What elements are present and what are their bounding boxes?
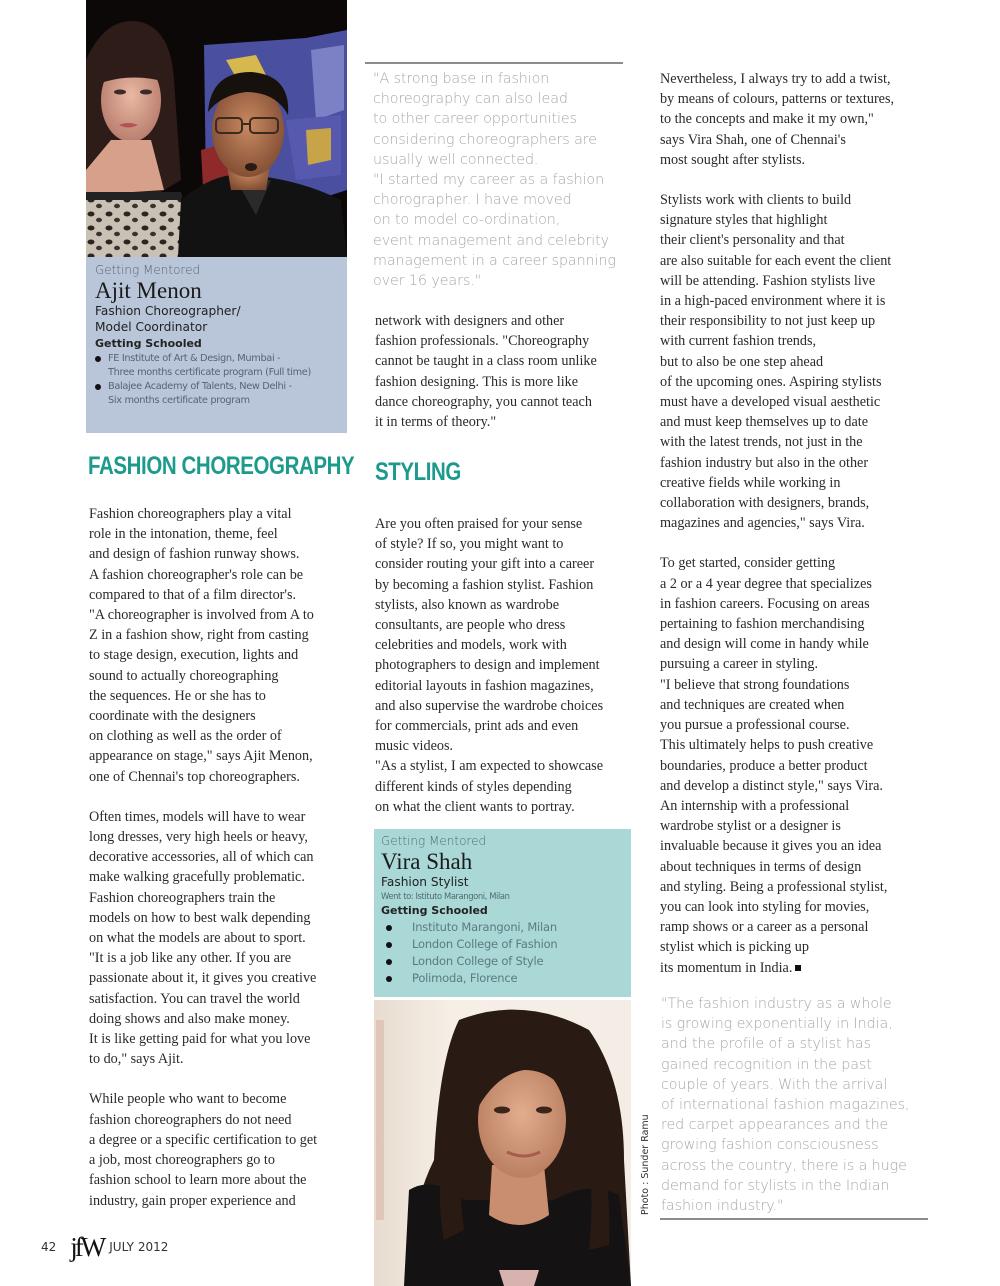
text-line: "I believe that strong foundations <box>660 676 850 693</box>
text-line: consider routing your gift into a career <box>375 556 595 573</box>
text-line: invaluable because it gives you an idea <box>660 838 882 855</box>
school-line: Six months certificate program <box>108 395 250 406</box>
paragraph <box>89 807 317 1070</box>
text-line: magazines and agencies," says Vira. <box>660 515 865 532</box>
mentor-kicker: Getting Mentored <box>95 263 201 277</box>
text-line: and develop a distinct style," says Vira. <box>660 777 883 794</box>
quote-line: usually well connected. <box>373 151 539 168</box>
text-line: their client's personality and that <box>660 232 845 249</box>
text-line: stylist which is picking up <box>660 939 809 956</box>
article-column-3 <box>660 69 894 998</box>
text-line: of style? If so, you might want to <box>375 536 564 553</box>
text-line: with the latest trends, not just in the <box>660 434 863 451</box>
text-line: music videos. <box>375 738 454 755</box>
school-item <box>381 936 623 953</box>
text-line-last <box>660 958 894 978</box>
mentor-role-line: Model Coordinator <box>95 320 208 334</box>
text-line: pertaining to fashion merchandising <box>660 616 865 633</box>
text-line: signature styles that highlight <box>660 212 828 229</box>
text-line: passionate about it, it gives you creative <box>89 970 317 987</box>
school-item <box>381 919 623 936</box>
quote-line: of international fashion magazines, <box>661 1097 910 1114</box>
mentor-name: Ajit Menon <box>95 278 202 303</box>
text-line-content: its momentum in India. <box>660 959 793 976</box>
text-line: coordinate with the designers <box>89 708 256 725</box>
text-line: It is like getting paid for what you love <box>89 1031 311 1048</box>
quote-line: considering choreographers are <box>373 131 597 148</box>
schools-list <box>381 919 623 987</box>
quote-line: across the country, there is a huge <box>661 1157 907 1174</box>
text-line: boundaries, produce a better product <box>660 757 868 774</box>
school-item <box>95 352 339 380</box>
text-line: the sequences. He or she has to <box>89 687 266 704</box>
quote-divider <box>365 62 623 64</box>
text-line: To get started, consider getting <box>660 555 836 572</box>
text-line: their responsibility to not just keep up <box>660 313 876 330</box>
school-item <box>381 953 623 970</box>
text-line: cannot be taught in a class room unlike <box>375 353 597 370</box>
quote-line: "A strong base in fashion <box>373 71 550 87</box>
school-item <box>95 380 339 408</box>
quote-line: and the profile of a stylist has <box>661 1036 871 1053</box>
text-line: a degree or a specific certification to get <box>89 1131 318 1148</box>
text-line: in fashion careers. Focusing on areas <box>660 595 870 612</box>
article-column-1 <box>89 504 317 1231</box>
text-line: industry, gain proper experience and <box>89 1192 296 1209</box>
text-line: collaboration with designers, brands, <box>660 495 870 512</box>
school-line: FE Institute of Art & Design, Mumbai - <box>108 353 281 364</box>
paragraph <box>89 1089 317 1210</box>
paragraph <box>660 69 894 170</box>
quote-line: fashion industry." <box>661 1198 784 1215</box>
text-line: a 2 or a 4 year degree that specializes <box>660 575 872 592</box>
schooled-heading: Getting Schooled <box>381 904 488 917</box>
text-line: Often times, models will have to wear <box>89 808 306 825</box>
text-line: make walking gracefully problematic. <box>89 869 305 886</box>
page-footer <box>41 1232 168 1262</box>
text-line: on clothing as well as the order of <box>89 728 282 745</box>
text-line: editorial layouts in fashion magazines, <box>375 677 594 694</box>
bullet-icon <box>95 356 101 362</box>
text-line: network with designers and other <box>375 313 565 329</box>
bullet-icon <box>386 942 392 948</box>
text-line: An internship with a professional <box>660 797 850 814</box>
text-line: and must keep themselves up to date <box>660 414 869 431</box>
text-line: "As a stylist, I am expected to showcase <box>375 758 604 775</box>
text-line: long dresses, very high heels or heavy, <box>89 829 308 846</box>
text-line: most sought after stylists. <box>660 151 806 168</box>
text-line: ramp shows or a career as a personal <box>660 919 869 936</box>
text-line: "It is a job like any other. If you are <box>89 950 291 967</box>
text-line: satisfaction. You can travel the world <box>89 990 300 1007</box>
text-line: of the upcoming ones. Aspiring stylists <box>660 373 882 390</box>
text-line: consultants, are people who dress <box>375 617 566 634</box>
text-line: role in the intonation, theme, feel <box>89 526 278 543</box>
text-line: for commercials, print ads and even <box>375 718 579 735</box>
section-heading-fashion-choreography: FASHION CHOREOGRAPHY <box>88 452 355 480</box>
text-line: appearance on stage," says Ajit Menon, <box>89 748 313 765</box>
school-name: London College of Fashion <box>412 937 558 951</box>
mentor-went-to: Went to: Istituto Marangoni, Milan <box>381 891 510 901</box>
quote-line: choreography can also lead <box>373 91 568 108</box>
paragraph <box>89 504 317 787</box>
bullet-icon <box>386 976 392 982</box>
text-line: creative fields while working in <box>660 474 841 491</box>
text-line: dance choreography, you cannot teach <box>375 393 592 410</box>
text-line: you pursue a professional course. <box>660 717 850 734</box>
mentor-box-vira-shah <box>374 829 631 997</box>
text-line: says Vira Shah, one of Chennai's <box>660 131 846 148</box>
quote-line: is growing exponentially in India, <box>661 1016 893 1033</box>
text-line: will be attending. Fashion stylists live <box>660 272 876 289</box>
text-line: fashion industry but also in the other <box>660 454 869 471</box>
quote-line: red carpet appearances and the <box>661 1117 889 1134</box>
text-line: Fashion choreographers train the <box>89 889 276 906</box>
quote-line: management in a career spanning <box>373 252 616 269</box>
text-line: with current fashion trends, <box>660 333 817 350</box>
text-line: This ultimately helps to push creative <box>660 737 874 754</box>
quote-line: demand for stylists in the Indian <box>661 1177 890 1194</box>
pull-quote-styling <box>661 994 909 1216</box>
mentor-name: Vira Shah <box>381 849 473 874</box>
quote-line: over 16 years." <box>373 273 482 290</box>
text-line: about techniques in terms of design <box>660 858 862 875</box>
text-line: fashion designing. This is more like <box>375 373 579 390</box>
text-line: photographers to design and implement <box>375 657 600 674</box>
school-name: Polimoda, Florence <box>412 971 518 985</box>
article-column-2-continuation <box>375 311 597 432</box>
text-line: it in terms of theory." <box>375 414 497 431</box>
text-line: celebrities and models, work with <box>375 637 567 654</box>
text-line: are also suitable for each event the client <box>660 252 892 269</box>
text-line: pursuing a career in styling. <box>660 656 818 673</box>
text-line: and also supervise the wardrobe choices <box>375 697 604 714</box>
text-line: on what the client wants to portray. <box>375 798 575 815</box>
text-line: a job, most choreographers go to <box>89 1152 275 1169</box>
magazine-logo: jfW <box>70 1231 104 1262</box>
text-line: must have a developed visual aesthetic <box>660 394 881 411</box>
photo-ajit-menon <box>86 0 347 257</box>
text-line: by means of colours, patterns or textures, <box>660 91 895 108</box>
school-name: London College of Style <box>412 954 544 968</box>
photo-ajit-menon-image <box>86 0 347 257</box>
text-line: stylists, also known as wardrobe <box>375 596 560 613</box>
text-line: to the concepts and make it my own," <box>660 111 874 128</box>
photo-vira-shah-image <box>374 1000 631 1286</box>
text-line: and styling. Being a professional stylist, <box>660 878 888 895</box>
mentor-role: Fashion Stylist <box>381 875 469 889</box>
text-line: Nevertheless, I always try to add a twist, <box>660 71 891 87</box>
text-line: While people who want to become <box>89 1091 287 1108</box>
paragraph <box>660 553 894 977</box>
pull-quote-choreography <box>373 69 616 291</box>
text-line: fashion choreographers do not need <box>89 1111 292 1128</box>
school-line: Three months certificate program (Full time) <box>108 367 311 378</box>
text-line: and design will come in handy while <box>660 636 869 653</box>
page-number: 42 <box>41 1240 57 1254</box>
quote-divider <box>660 1218 928 1220</box>
text-line: Fashion choreographers play a vital <box>89 506 292 522</box>
mentor-box-ajit-menon <box>86 257 347 433</box>
mentor-kicker: Getting Mentored <box>381 834 487 848</box>
text-line: wardrobe stylist or a designer is <box>660 818 841 835</box>
quote-line: chorographer. I have moved <box>373 192 572 209</box>
quote-line: event management and celebrity <box>373 232 609 249</box>
text-line: decorative accessories, all of which can <box>89 849 314 866</box>
text-line: compared to that of a film director's. <box>89 586 297 603</box>
school-item <box>381 970 623 987</box>
end-of-article-icon <box>795 965 801 971</box>
text-line: different kinds of styles depending <box>375 778 572 795</box>
text-line: by becoming a fashion stylist. Fashion <box>375 576 594 593</box>
text-line: A fashion choreographer's role can be <box>89 566 304 583</box>
text-line: to stage design, execution, lights and <box>89 647 299 664</box>
text-line: one of Chennai's top choreographers. <box>89 768 300 785</box>
text-line: Are you often praised for your sense <box>375 516 583 532</box>
text-line: Z in a fashion show, right from casting <box>89 627 309 644</box>
quote-line: gained recognition in the past <box>661 1056 872 1073</box>
text-line: you can look into styling for movies, <box>660 898 870 915</box>
text-line: and techniques are created when <box>660 696 845 713</box>
bullet-icon <box>95 384 101 390</box>
text-line: sound to actually choreographing <box>89 667 279 684</box>
photo-credit: Photo : Sunder Ramu <box>640 1114 651 1215</box>
bullet-icon <box>386 925 392 931</box>
text-line: and design of fashion runway shows. <box>89 546 300 563</box>
text-line: Stylists work with clients to build <box>660 192 852 209</box>
article-column-2-styling <box>375 514 603 817</box>
bullet-icon <box>386 959 392 965</box>
quote-line: to other career opportunities <box>373 111 577 128</box>
quote-line: couple of years. With the arrival <box>661 1076 888 1093</box>
school-name: Instituto Marangoni, Milan <box>412 920 557 934</box>
schooled-heading: Getting Schooled <box>95 337 202 350</box>
photo-vira-shah <box>374 1000 631 1286</box>
text-line: in a high-paced environment where it is <box>660 293 886 310</box>
text-line: fashion professionals. "Choreography <box>375 333 590 350</box>
text-line: on what the models are about to sport. <box>89 930 306 947</box>
text-line: fashion school to learn more about the <box>89 1172 307 1189</box>
text-line: but to also be one step ahead <box>660 353 824 370</box>
mentor-role-line: Fashion Choreographer/ <box>95 304 241 318</box>
paragraph <box>660 190 894 533</box>
schools-list <box>95 352 339 408</box>
text-line: to do," says Ajit. <box>89 1051 184 1068</box>
school-line: Balajee Academy of Talents, New Delhi - <box>108 381 292 392</box>
quote-line: "The fashion industry as a whole <box>661 996 892 1012</box>
text-line: doing shows and also make money. <box>89 1010 290 1027</box>
issue-date: JULY 2012 <box>109 1240 169 1254</box>
quote-line: on to model co-ordination, <box>373 212 561 229</box>
text-line: models on how to best walk depending <box>89 909 311 926</box>
text-line: "A choreographer is involved from A to <box>89 607 314 624</box>
quote-line: "I started my career as a fashion <box>373 172 605 189</box>
section-heading-styling: STYLING <box>375 458 461 486</box>
quote-line: growing fashion consciousness <box>661 1137 879 1154</box>
